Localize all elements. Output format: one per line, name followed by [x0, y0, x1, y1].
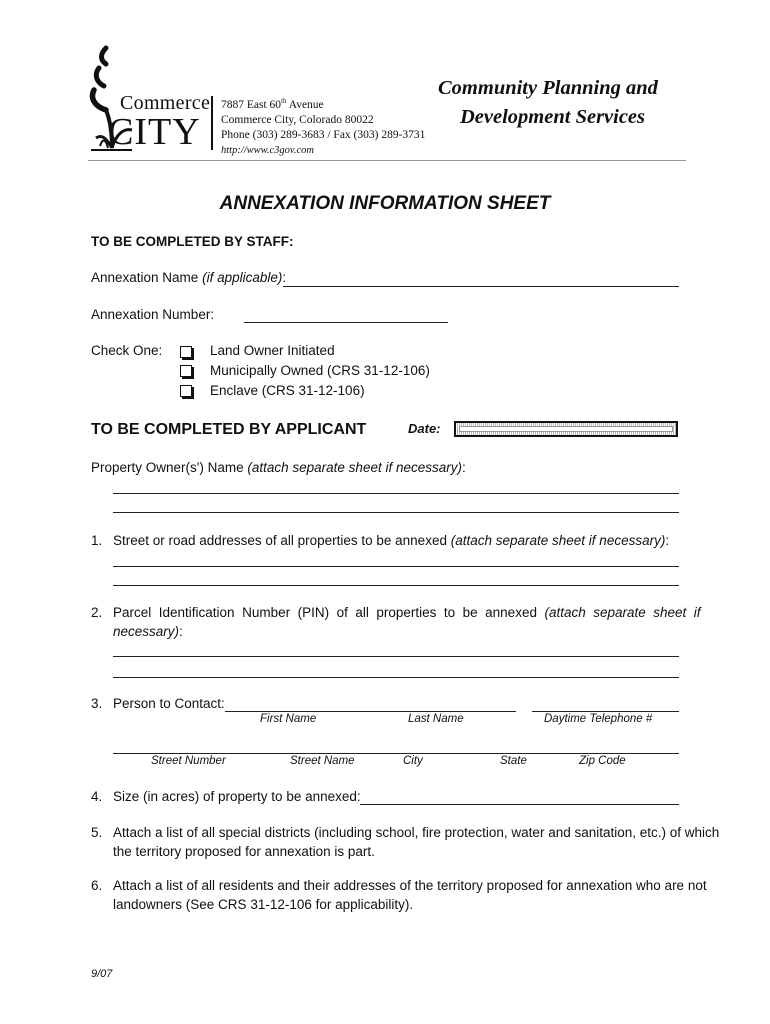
logo-city-text: CITY: [108, 111, 201, 153]
department-line-2: Development Services: [460, 106, 646, 128]
item-5-text: Attach a list of all special districts (including school, fire protection, water and sanitation, etc.) of which: [113, 825, 720, 840]
municipally-owned-checkbox[interactable]: [180, 365, 192, 377]
item-3-text: Person to Contact:: [113, 696, 225, 711]
item-1-text: Street or road addresses of all properties to be annexed (attach separate sheet if necessary):: [113, 533, 670, 548]
pin-field-2[interactable]: [113, 677, 679, 678]
last-name-caption: Last Name: [408, 713, 464, 725]
page-title: ANNEXATION INFORMATION SHEET: [219, 193, 551, 214]
property-owner-field-2[interactable]: [113, 512, 679, 513]
logo-divider: [211, 96, 213, 150]
item-6-text: Attach a list of all residents and their addresses of the territory proposed for annexation who are not: [113, 878, 707, 893]
revision-date: 9/07: [91, 968, 113, 980]
annexation-number-label: Annexation Number:: [91, 307, 215, 322]
contact-address-field[interactable]: [113, 753, 679, 754]
item-6-number: 6.: [91, 878, 103, 893]
property-owner-label: Property Owner(s') Name (attach separate sheet if necessary):: [91, 460, 466, 475]
enclave-checkbox[interactable]: [180, 385, 192, 397]
item-2-text-cont: necessary):: [113, 624, 183, 639]
department-line-1: Community Planning and: [438, 77, 658, 99]
item-5-number: 5.: [91, 825, 103, 840]
staff-section-heading: TO BE COMPLETED BY STAFF:: [91, 234, 294, 249]
contact-name-field[interactable]: [225, 711, 516, 712]
option-label: Land Owner Initiated: [210, 343, 335, 358]
date-field[interactable]: [454, 421, 678, 437]
annexation-number-field[interactable]: [244, 322, 448, 323]
street-address-field-1[interactable]: [113, 566, 679, 567]
applicant-section-heading: TO BE COMPLETED BY APPLICANT: [91, 421, 367, 438]
option-label: Municipally Owned (CRS 31-12-106): [210, 363, 430, 378]
street-number-caption: Street Number: [151, 755, 226, 767]
item-2-text: Parcel Identification Number (PIN) of all properties to be annexed (attach separate sheet if: [113, 605, 701, 620]
annexation-name-label: Annexation Name (if applicable):: [91, 270, 287, 285]
zip-code-caption: Zip Code: [579, 755, 626, 767]
item-4-text: Size (in acres) of property to be annexed:: [113, 789, 361, 804]
address-city: Commerce City, Colorado 80022: [221, 113, 374, 126]
first-name-caption: First Name: [260, 713, 317, 725]
address-block: [221, 94, 425, 158]
land-owner-initiated-checkbox[interactable]: [180, 346, 192, 358]
acreage-field[interactable]: [360, 804, 679, 805]
item-2-number: 2.: [91, 605, 103, 620]
street-address-field-2[interactable]: [113, 585, 679, 586]
annexation-name-field[interactable]: [283, 286, 679, 287]
date-label: Date:: [408, 421, 441, 436]
address-street: 7887 East 60th Avenue: [221, 97, 324, 111]
street-name-caption: Street Name: [290, 755, 355, 767]
state-caption: State: [500, 755, 527, 767]
item-3-number: 3.: [91, 696, 103, 711]
property-owner-field-1[interactable]: [113, 493, 679, 494]
check-one-label: Check One:: [91, 343, 163, 358]
contact-phone-field[interactable]: [532, 711, 679, 712]
logo-commerce-text: Commerce: [120, 92, 211, 114]
telephone-caption: Daytime Telephone #: [544, 713, 653, 725]
city-caption: City: [403, 755, 423, 767]
item-4-number: 4.: [91, 789, 103, 804]
item-5-text-cont: the territory proposed for annexation is part.: [113, 844, 375, 859]
address-website: http://www.c3gov.com: [221, 144, 314, 156]
item-1-number: 1.: [91, 533, 103, 548]
pin-field-1[interactable]: [113, 656, 679, 657]
address-phone: Phone (303) 289-3683 / Fax (303) 289-3731: [221, 128, 426, 141]
option-label: Enclave (CRS 31-12-106): [210, 383, 365, 398]
item-6-text-cont: landowners (See CRS 31-12-106 for applicability).: [113, 897, 414, 912]
header-rule: [88, 160, 686, 161]
